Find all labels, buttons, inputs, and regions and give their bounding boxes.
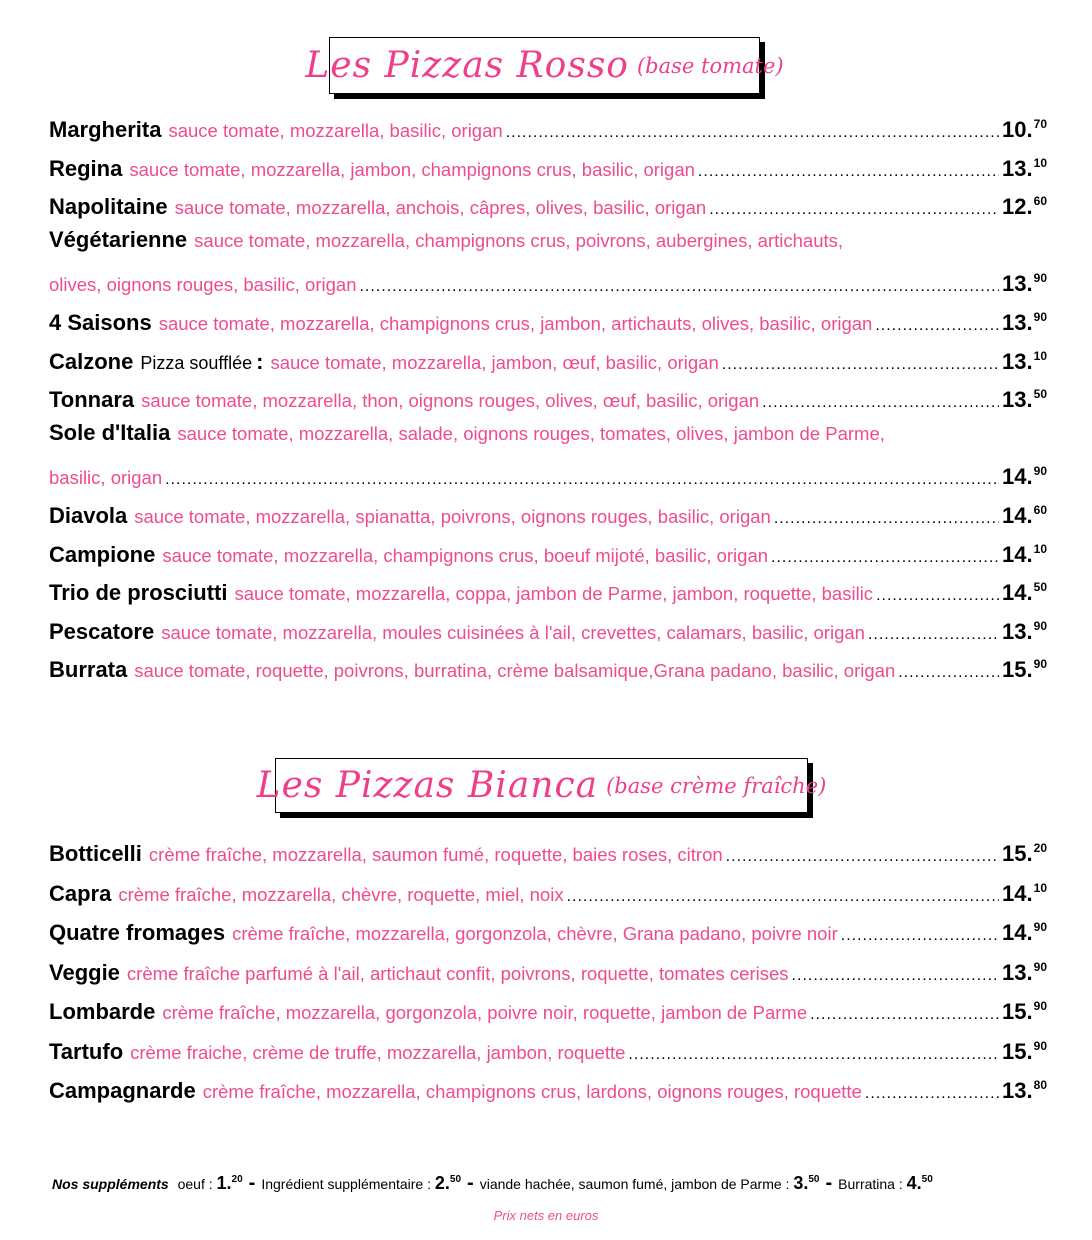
price-cents: 90 <box>1033 657 1047 672</box>
menu-item <box>49 530 1047 569</box>
price-main: 14. <box>1002 464 1033 490</box>
menu-list-rosso <box>49 105 1047 684</box>
menu-item <box>49 337 1047 376</box>
price <box>1002 645 1047 690</box>
menu-item-name: Capra <box>49 880 112 906</box>
price-main: 14. <box>1002 880 1033 906</box>
dot-leader <box>865 1074 999 1114</box>
menu-item-name: Veggie <box>49 959 120 985</box>
supplements-line <box>52 1172 1052 1195</box>
menu-item <box>49 645 1047 684</box>
menu-item-name: Pescatore <box>49 618 155 644</box>
menu-item <box>49 869 1047 909</box>
menu-item <box>49 987 1047 1027</box>
menu-item-colon: : <box>256 348 264 374</box>
menu-item-row <box>49 221 1047 260</box>
menu-item-description: crème fraiche, crème de truffe, mozzarella, jambon, roquette <box>130 1041 626 1063</box>
price-main: 13. <box>1002 387 1033 413</box>
menu-item-description: crème fraîche parfumé à l'ail, artichaut confit, poivrons, roquette, tomates cerises <box>126 962 789 984</box>
menu-item-note: Pizza soufflée <box>140 352 253 373</box>
menu-item-description: sauce tomate, mozzarella, champignons crus, jambon, artichauts, olives, basilic, origan <box>158 312 873 334</box>
menu-item-description: crème fraîche, mozzarella, gorgonzola, poivre noir, roquette, jambon de Parme <box>162 1002 808 1023</box>
section-subtitle-text: (base crème fraîche) <box>606 773 827 798</box>
price-main: 15. <box>1002 841 1033 866</box>
menu-item <box>49 144 1047 183</box>
price-cents: 10 <box>1033 348 1047 363</box>
menu-item <box>49 568 1047 607</box>
price-main: 4. <box>906 1173 922 1193</box>
menu-item-row <box>49 645 1047 684</box>
price-cents: 90 <box>1033 959 1047 974</box>
menu-item <box>49 298 1047 337</box>
section-title-text: Les Pizzas Rosso <box>305 45 629 86</box>
menu-item-description: sauce tomate, mozzarella, moules cuisinées à l'ail, crevettes, calamars, basilic, origan <box>161 621 865 643</box>
price-main: 1. <box>216 1173 232 1193</box>
menu-item-row <box>49 182 1047 221</box>
supplement-text: viande hachée, saumon fumé, jambon de Parme : <box>479 1176 790 1192</box>
menu-item-description: sauce tomate, roquette, poivrons, burratina, crème balsamique,Grana padano, basilic, origan <box>134 660 896 682</box>
menu-item-row <box>49 375 1047 414</box>
menu-item-name: Margherita <box>49 117 162 142</box>
menu-item-description: sauce tomate, mozzarella, champignons crus, boeuf mijoté, basilic, origan <box>162 544 769 566</box>
menu-item-row <box>49 259 1047 298</box>
price-cents: 10 <box>1033 541 1047 556</box>
price-main: 14. <box>1002 541 1033 567</box>
menu-item-name: Campagnarde <box>49 1078 196 1103</box>
menu-item-description: sauce tomate, mozzarella, anchois, câpres, olives, basilic, origan <box>174 197 707 219</box>
menu-item-name: Sole d'Italia <box>49 419 171 445</box>
supplement-price <box>907 1173 933 1193</box>
price-main: 13. <box>1002 155 1033 181</box>
footnote: Prix nets en euros <box>493 1208 599 1223</box>
menu-item-name: Diavola <box>49 502 128 528</box>
price-main: 15. <box>1002 657 1033 683</box>
supplement-text: Ingrédient supplémentaire : <box>261 1176 431 1192</box>
price-cents: 20 <box>231 1174 243 1185</box>
price-cents: 90 <box>1033 1038 1047 1053</box>
price-main: 14. <box>1002 502 1033 528</box>
menu-item <box>49 948 1047 988</box>
menu-item-row <box>49 948 1047 988</box>
menu-item <box>49 1027 1047 1067</box>
menu-item-description: sauce tomate, mozzarella, basilic, origan <box>168 120 503 141</box>
menu-item-name: Burrata <box>49 657 128 683</box>
price-main: 15. <box>1002 999 1033 1024</box>
menu-item-row <box>49 144 1047 183</box>
price-main: 15. <box>1002 1038 1033 1064</box>
price <box>1002 1027 1047 1072</box>
menu-item-row <box>49 1027 1047 1067</box>
menu-item-row <box>49 105 1047 144</box>
menu-item-description: crème fraîche, mozzarella, chèvre, roquette, miel, noix <box>118 883 564 905</box>
menu-item-row <box>49 530 1047 569</box>
menu-item-row <box>49 452 1047 491</box>
supplement-separator: - <box>825 1172 833 1194</box>
price <box>1002 948 1047 993</box>
menu-item <box>49 829 1047 869</box>
menu-item-name: Quatre fromages <box>49 920 226 945</box>
supplements-entries <box>177 1172 933 1194</box>
menu-item <box>49 375 1047 414</box>
price <box>1002 987 1047 1032</box>
menu-item-row <box>49 829 1047 869</box>
supplement-separator: - <box>248 1172 256 1194</box>
menu-item-row <box>49 1066 1047 1106</box>
price-main: 12. <box>1002 194 1033 220</box>
menu-item <box>49 491 1047 530</box>
price-main: 3. <box>793 1173 809 1193</box>
menu-item-row <box>49 568 1047 607</box>
menu-item-description: sauce tomate, mozzarella, champignons crus, poivrons, aubergines, artichauts, <box>194 229 844 251</box>
supplement-text: Burratina : <box>838 1176 903 1192</box>
menu-item-name: Campione <box>49 541 156 567</box>
price-cents: 10 <box>1033 880 1047 895</box>
price-cents: 10 <box>1033 155 1047 170</box>
price-main: 13. <box>1002 959 1033 985</box>
price-main: 14. <box>1002 580 1033 606</box>
price-cents: 60 <box>1033 194 1047 209</box>
price-main: 13. <box>1002 309 1033 335</box>
menu-item-description: sauce tomate, mozzarella, salade, oignons rouges, tomates, olives, jambon de Parme, <box>177 422 885 444</box>
supplement-price <box>435 1173 461 1193</box>
menu-item-name: Tartufo <box>49 1038 124 1064</box>
menu-item-row <box>49 607 1047 646</box>
section-title-rosso <box>305 37 784 94</box>
menu-item-row <box>49 414 1047 453</box>
price <box>1002 908 1047 953</box>
supplement-text: oeuf : <box>177 1176 213 1192</box>
price-cents: 90 <box>1033 920 1047 934</box>
menu-item-name: 4 Saisons <box>49 309 152 335</box>
menu-item-description: sauce tomate, mozzarella, thon, oignons rouges, olives, œuf, basilic, origan <box>141 390 760 412</box>
menu-item <box>49 1066 1047 1106</box>
supplements-label: Nos suppléments <box>52 1176 169 1192</box>
price-cents: 50 <box>1033 580 1047 595</box>
menu-item-description: sauce tomate, mozzarella, coppa, jambon de Parme, jambon, roquette, basilic <box>234 583 874 605</box>
menu-item-description: basilic, origan <box>49 467 163 489</box>
menu-item <box>49 221 1047 298</box>
price-cents: 90 <box>1033 271 1047 286</box>
price-cents: 80 <box>1033 1078 1047 1092</box>
price-cents: 50 <box>808 1174 820 1185</box>
menu-item-description: crème fraîche, mozzarella, gorgonzola, chèvre, Grana padano, poivre noir <box>232 923 838 944</box>
menu-item-row <box>49 337 1047 376</box>
menu-item-description: sauce tomate, mozzarella, jambon, œuf, basilic, origan <box>270 351 719 373</box>
menu-item-name: Calzone <box>49 348 134 374</box>
price-cents: 70 <box>1033 117 1047 131</box>
menu-item-name: Trio de prosciutti <box>49 580 228 606</box>
supplement-price <box>793 1173 819 1193</box>
menu-item-row <box>49 908 1047 948</box>
menu-item <box>49 105 1047 144</box>
price-main: 13. <box>1002 1078 1033 1103</box>
supplement-separator: - <box>467 1172 474 1194</box>
menu-item <box>49 182 1047 221</box>
price <box>1002 1066 1047 1111</box>
menu-list-bianca <box>49 829 1047 1106</box>
price-cents: 50 <box>449 1174 462 1185</box>
menu-item-row <box>49 298 1047 337</box>
price-main: 14. <box>1002 920 1033 945</box>
price-cents: 90 <box>1033 464 1047 479</box>
section-title-text: Les Pizzas Bianca <box>256 765 599 806</box>
price-cents: 50 <box>921 1174 933 1185</box>
price-main: 13. <box>1002 348 1033 374</box>
supplement-price <box>217 1173 243 1193</box>
price-main: 2. <box>434 1173 450 1193</box>
price <box>1002 829 1047 874</box>
menu-item <box>49 607 1047 646</box>
price <box>1002 869 1047 914</box>
menu-item <box>49 414 1047 491</box>
menu-item-row <box>49 491 1047 530</box>
price-cents: 90 <box>1033 309 1047 324</box>
menu-item-name: Tonnara <box>49 387 135 413</box>
menu-item-description: crème fraîche, mozzarella, saumon fumé, roquette, baies roses, citron <box>148 844 723 865</box>
menu-item-name: Végétarienne <box>49 226 188 252</box>
menu-item-name: Botticelli <box>49 841 142 866</box>
menu-item-description: sauce tomate, mozzarella, spianatta, poivrons, oignons rouges, basilic, origan <box>134 505 771 527</box>
menu-item-description: crème fraîche, mozzarella, champignons crus, lardons, oignons rouges, roquette <box>202 1081 862 1102</box>
menu-item-description: olives, oignons rouges, basilic, origan <box>49 274 357 296</box>
menu-item-row <box>49 987 1047 1027</box>
section-title-bianca <box>256 758 827 813</box>
price-cents: 90 <box>1033 999 1047 1013</box>
menu-item <box>49 908 1047 948</box>
menu-item-description: sauce tomate, mozzarella, jambon, champignons crus, basilic, origan <box>129 158 695 180</box>
menu-item-row <box>49 869 1047 909</box>
price-main: 10. <box>1002 117 1033 142</box>
price-cents: 90 <box>1033 618 1047 633</box>
price-cents: 50 <box>1033 387 1047 402</box>
dot-leader <box>898 654 999 693</box>
section-subtitle-text: (base tomate) <box>636 53 784 78</box>
price-cents: 60 <box>1033 502 1047 517</box>
price-main: 13. <box>1002 271 1033 297</box>
menu-item-name: Regina <box>49 155 123 181</box>
menu-item-name: Lombarde <box>49 999 156 1024</box>
price-cents: 20 <box>1033 841 1047 855</box>
menu-item-name: Napolitaine <box>49 194 168 220</box>
price-main: 13. <box>1002 618 1033 644</box>
